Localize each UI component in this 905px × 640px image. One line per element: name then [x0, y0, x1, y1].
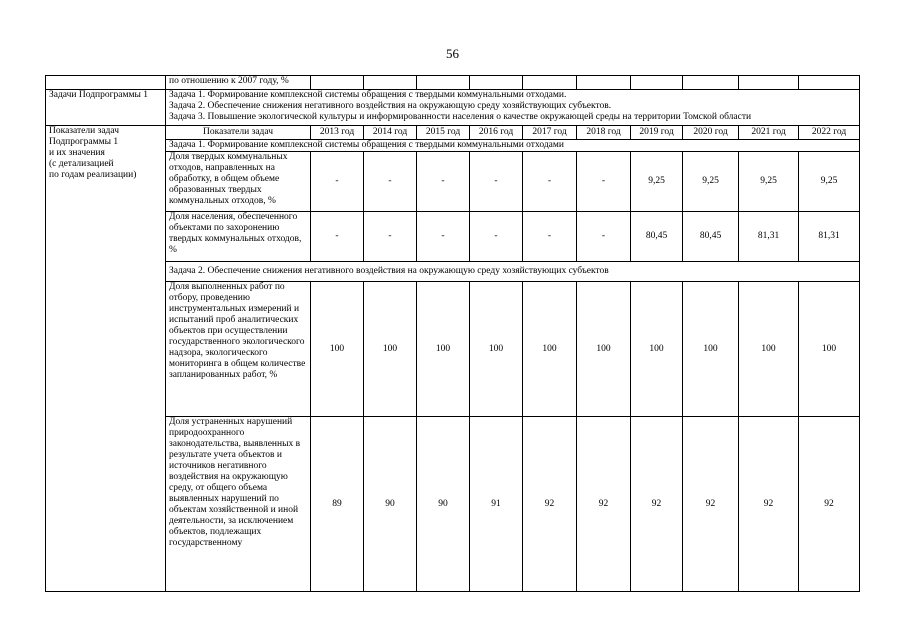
indicator-value: 81,31 — [799, 212, 860, 262]
subprogram-table — [45, 75, 860, 592]
indicator-value: 100 — [631, 282, 683, 417]
indicators-label: Показатели задач Подпрограммы 1 и их значения (с детализацией по годам реализации) — [46, 126, 166, 592]
year-header: 2020 год — [683, 126, 739, 140]
indicator-value: 100 — [683, 282, 739, 417]
year-header: 2022 год — [799, 126, 860, 140]
indicator-value: 92 — [799, 417, 860, 592]
task-2-text: Задача 2. Обеспечение снижения негативного воздействия на окружающую среду хозяйствующих субъектов. — [169, 101, 612, 111]
indicator-value: - — [470, 152, 523, 212]
indicator-value: 90 — [417, 417, 470, 592]
indicator-row — [46, 282, 860, 417]
year-header: 2016 год — [470, 126, 523, 140]
task-2-title: Задача 2. Обеспечение снижения негативного воздействия на окружающую среду хозяйствующих субъектов — [166, 262, 860, 282]
year-header: 2014 год — [364, 126, 417, 140]
indicator-name: Доля выполненных работ по отбору, проведению инструментальных измерений и испытаний проб аналитических объектов при осуществлении государственного экологического надзора, экологического мониторинга в общем количестве запланированных работ, % — [166, 282, 311, 417]
indicator-value: - — [311, 212, 364, 262]
indicator-value: 100 — [523, 282, 577, 417]
indicator-value: 92 — [683, 417, 739, 592]
indicator-value: 9,25 — [631, 152, 683, 212]
page-number: 56 — [446, 46, 459, 61]
indicator-row — [46, 417, 860, 592]
indicator-value: - — [577, 212, 631, 262]
continuation-label: по отношению к 2007 году, % — [166, 76, 311, 90]
indicator-value: - — [364, 152, 417, 212]
indicator-value: - — [523, 212, 577, 262]
indicator-value: 100 — [739, 282, 799, 417]
indicator-value: 80,45 — [683, 212, 739, 262]
tasks-list — [166, 90, 860, 126]
indicator-value: - — [364, 212, 417, 262]
indicator-value: 91 — [470, 417, 523, 592]
indicator-value: 100 — [799, 282, 860, 417]
indicator-value: 100 — [470, 282, 523, 417]
task-1-title: Задача 1. Формирование комплексной системы обращения с твердыми коммунальными отходами — [166, 140, 860, 152]
continuation-row — [46, 76, 860, 90]
task-2-title-row — [46, 262, 860, 282]
indicator-value: 100 — [364, 282, 417, 417]
year-header: 2019 год — [631, 126, 683, 140]
task-3-text: Задача 3. Повышение экологической культуры и информированности населения о качестве окружающей среды на территории Томской области — [169, 112, 752, 122]
indicator-row — [46, 212, 860, 262]
year-header: 2018 год — [577, 126, 631, 140]
indicator-value: 100 — [417, 282, 470, 417]
indicator-name: Доля твердых коммунальных отходов, направленных на обработку, в общем объеме образованных твердых коммунальных отходов, % — [166, 152, 311, 212]
indicator-value: - — [417, 212, 470, 262]
indicator-value: 90 — [364, 417, 417, 592]
indicator-value: 92 — [523, 417, 577, 592]
indicator-value: 92 — [577, 417, 631, 592]
indicator-value: 81,31 — [739, 212, 799, 262]
indicator-value: - — [577, 152, 631, 212]
indicator-name: Доля устраненных нарушений природоохранного законодательства, выявленных в результате учета объектов и источников негативного воздействия на окружающую среду, от общего объема выявленных нарушений по объектам хозяйственной и иной деятельности, за исключением объектов, подлежащих государственному — [166, 417, 311, 592]
task-1-text: Задача 1. Формирование комплексной системы обращения с твердыми коммунальными отходами. — [169, 90, 567, 100]
indicator-value: 9,25 — [739, 152, 799, 212]
indicator-name: Доля населения, обеспеченного объектами по захоронению твердых коммунальных отходов, % — [166, 212, 311, 262]
indicator-value: 92 — [631, 417, 683, 592]
year-header: 2015 год — [417, 126, 470, 140]
indicators-header-row — [46, 126, 860, 140]
indicator-value: - — [417, 152, 470, 212]
indicator-value: 9,25 — [799, 152, 860, 212]
task-1-title-row — [46, 140, 860, 152]
year-header: 2013 год — [311, 126, 364, 140]
indicator-value: 100 — [311, 282, 364, 417]
year-header: 2017 год — [523, 126, 577, 140]
tasks-row — [46, 90, 860, 126]
indicator-value: 100 — [577, 282, 631, 417]
indicator-value: 9,25 — [683, 152, 739, 212]
indicator-value: - — [470, 212, 523, 262]
indicator-value: 80,45 — [631, 212, 683, 262]
indicator-value: 92 — [739, 417, 799, 592]
indicators-header: Показатели задач — [166, 126, 311, 140]
indicator-row — [46, 152, 860, 212]
indicator-value: - — [523, 152, 577, 212]
year-header: 2021 год — [739, 126, 799, 140]
indicator-value: 89 — [311, 417, 364, 592]
indicator-value: - — [311, 152, 364, 212]
tasks-label: Задачи Подпрограммы 1 — [46, 90, 166, 126]
